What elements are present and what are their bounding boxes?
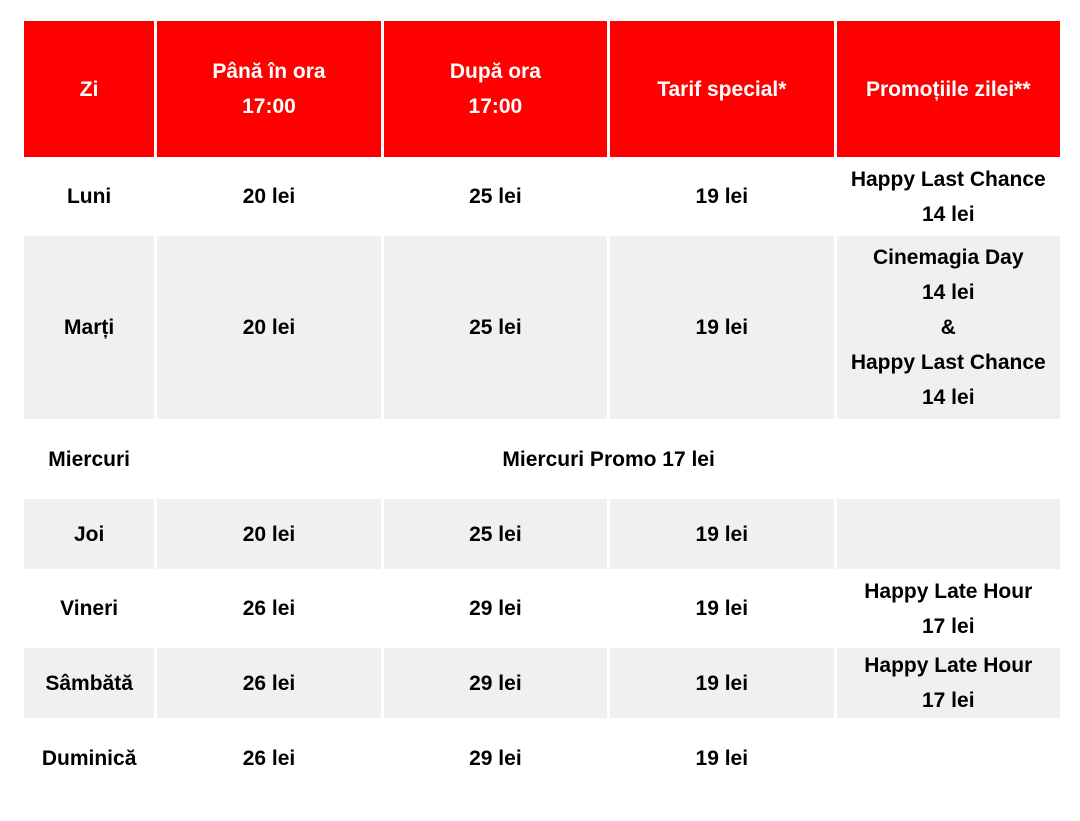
header-after-17 [384,21,607,157]
header-after-17-line2: 17:00 [468,95,523,118]
promo-line: Cinemagia Day [872,246,1024,269]
promo-line: Happy Late Hour [864,654,1033,677]
price-after-cell: 29 lei [384,721,607,795]
day-cell: Duminică [24,721,154,795]
price-after-cell: 25 lei [384,499,607,569]
header-row [24,21,1060,157]
header-special [610,21,833,157]
day-cell: Miercuri [24,422,154,496]
table-row-luni [24,160,1060,233]
promo-cell [837,236,1060,419]
table-row-vineri [24,572,1060,645]
promo-line: 14 lei [921,386,975,409]
merged-promo-cell: Miercuri Promo 17 lei [157,422,1060,496]
table-row-sambata [24,648,1060,718]
price-special-cell: 19 lei [610,648,833,718]
promo-cell [837,160,1060,233]
header-special-label: Tarif special* [657,77,787,101]
price-before-cell: 20 lei [157,236,380,419]
table-row-marti [24,236,1060,419]
promo-cell [837,721,1060,795]
header-before-17-line1: Până în ora [212,60,326,83]
price-after-cell: 25 lei [384,160,607,233]
promo-cell [837,648,1060,718]
price-after-cell: 29 lei [384,648,607,718]
header-day [24,21,154,157]
price-before-cell: 26 lei [157,572,380,645]
table-row-joi [24,499,1060,569]
promo-line: & [940,316,956,339]
day-cell: Vineri [24,572,154,645]
promo-cell [837,499,1060,569]
promo-cell [837,572,1060,645]
price-before-cell: 26 lei [157,648,380,718]
promo-line: 17 lei [921,614,975,638]
promo-line: 14 lei [921,202,975,226]
promo-line: Happy Late Hour [864,579,1033,603]
day-cell: Luni [24,160,154,233]
header-before-17-line2: 17:00 [242,95,296,118]
day-cell: Marți [24,236,154,419]
price-special-cell: 19 lei [610,572,833,645]
promo-line: 14 lei [921,281,975,304]
promo-line: Happy Last Chance [850,167,1046,191]
promo-line: Happy Last Chance [850,351,1046,374]
price-special-cell: 19 lei [610,160,833,233]
table-row-duminica [24,721,1060,795]
price-special-cell: 19 lei [610,499,833,569]
price-before-cell: 26 lei [157,721,380,795]
header-after-17-line1: După ora [449,60,541,83]
header-before-17 [157,21,380,157]
price-after-cell: 25 lei [384,236,607,419]
header-promos-label: Promoțiile zilei** [865,77,1031,101]
price-after-cell: 29 lei [384,572,607,645]
price-before-cell: 20 lei [157,160,380,233]
price-special-cell: 19 lei [610,721,833,795]
price-before-cell: 20 lei [157,499,380,569]
price-special-cell: 19 lei [610,236,833,419]
promo-line: 17 lei [921,689,975,712]
day-cell: Sâmbătă [24,648,154,718]
header-promos [837,21,1060,157]
day-cell: Joi [24,499,154,569]
header-day-label: Zi [79,77,99,101]
price-table [21,18,1063,798]
table-row-miercuri [24,422,1060,496]
